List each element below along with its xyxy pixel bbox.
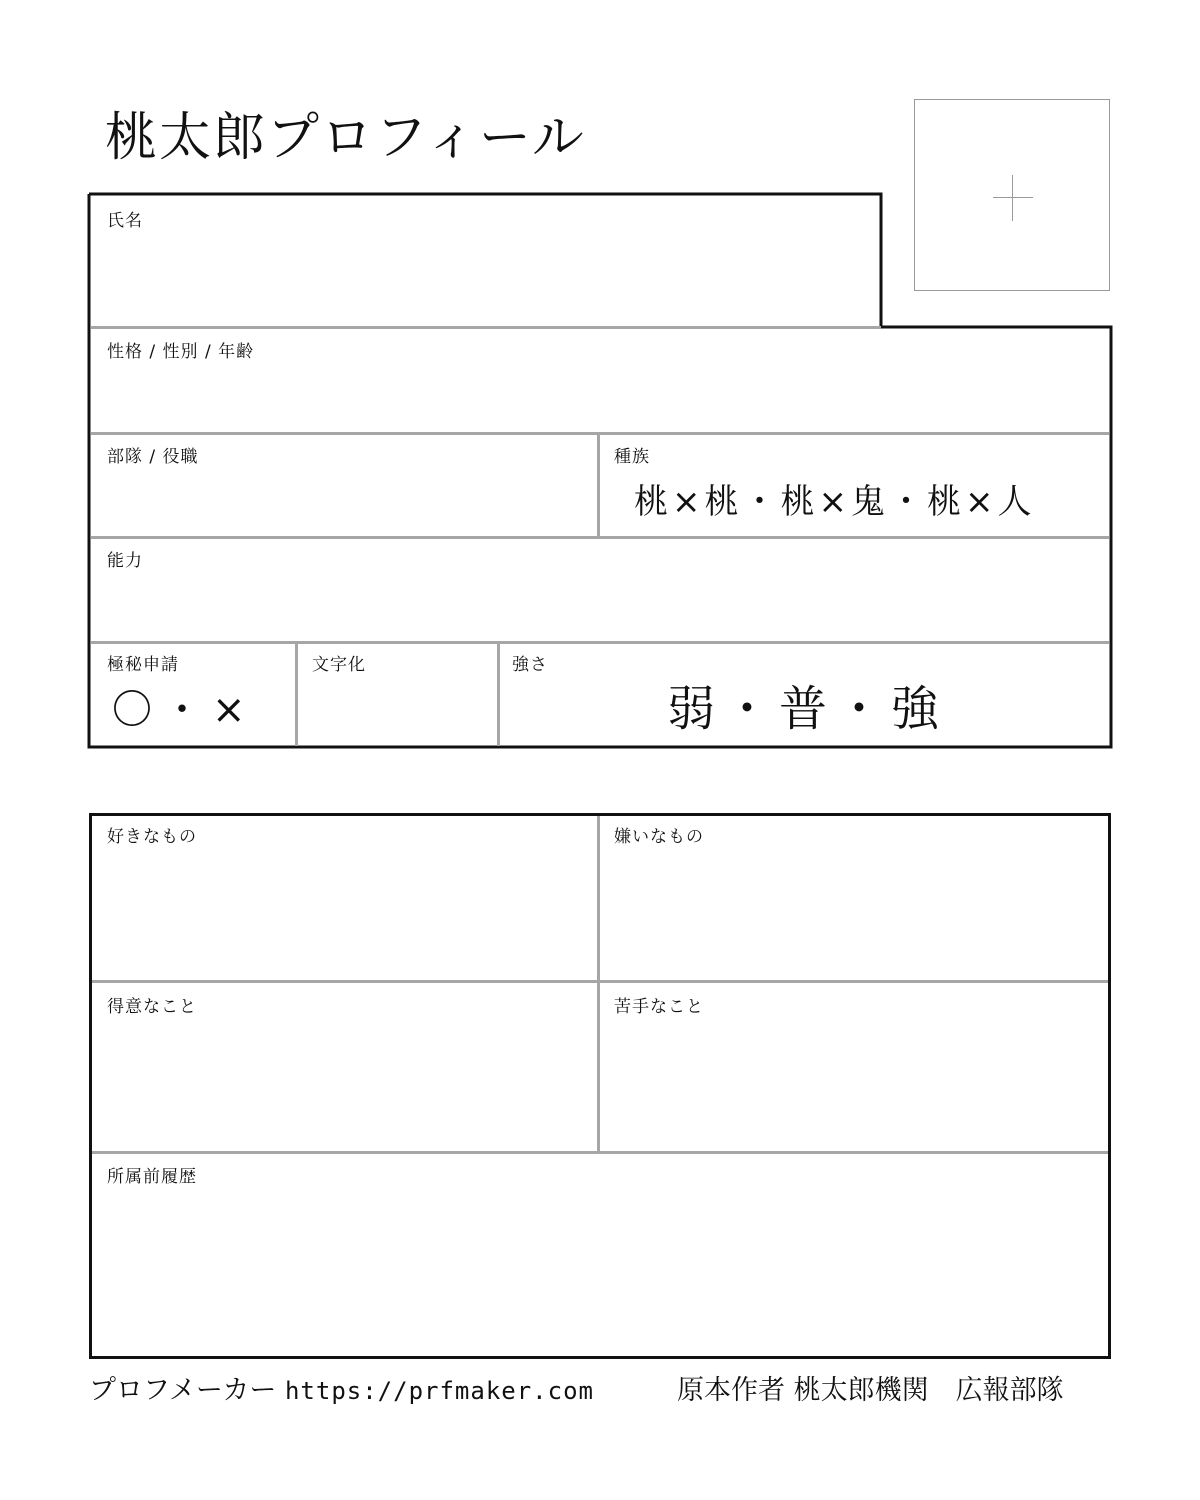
dislikes-field-label: 嫌いなもの xyxy=(614,827,704,847)
divider xyxy=(91,326,881,329)
divider xyxy=(497,643,500,746)
name-field-label: 氏名 xyxy=(107,211,143,231)
species-field-label: 種族 xyxy=(614,447,650,467)
divider xyxy=(91,641,1109,644)
writing-field-label: 文字化 xyxy=(312,655,366,675)
bottom-form xyxy=(89,813,1111,1359)
personality-field-label: 性格 / 性別 / 年齢 xyxy=(107,342,255,362)
divider xyxy=(597,816,600,1152)
bad-at-field-label: 苦手なこと xyxy=(614,997,704,1017)
species-options: 桃×桃・桃×鬼・桃×人 xyxy=(634,482,1036,522)
footer-maker xyxy=(89,1377,594,1404)
divider xyxy=(91,432,1109,435)
unit-field-label: 部隊 / 役職 xyxy=(107,447,199,467)
divider xyxy=(295,643,298,746)
divider xyxy=(92,980,1108,983)
good-at-field-label: 得意なこと xyxy=(107,997,197,1017)
divider xyxy=(597,434,600,537)
divider xyxy=(92,1151,1108,1154)
likes-field-label: 好きなもの xyxy=(107,827,197,847)
strength-field-label: 強さ xyxy=(512,655,548,675)
footer-author: 原本作者 桃太郎機関 広報部隊 xyxy=(677,1375,1064,1406)
photo-upload-box[interactable] xyxy=(914,99,1110,291)
footer-maker-name: プロフメーカー xyxy=(89,1375,277,1406)
plus-icon xyxy=(993,175,1033,221)
previous-history-field-label: 所属前履歴 xyxy=(107,1167,197,1187)
secret-options: 〇・× xyxy=(112,687,256,733)
divider xyxy=(91,536,1109,539)
page-title: 桃太郎プロフィール xyxy=(105,108,586,168)
ability-field-label: 能力 xyxy=(107,551,143,571)
strength-options: 弱・普・強 xyxy=(667,681,948,737)
secret-field-label: 極秘申請 xyxy=(107,655,179,675)
footer-url-link[interactable]: https://prfmaker.com xyxy=(284,1377,594,1405)
